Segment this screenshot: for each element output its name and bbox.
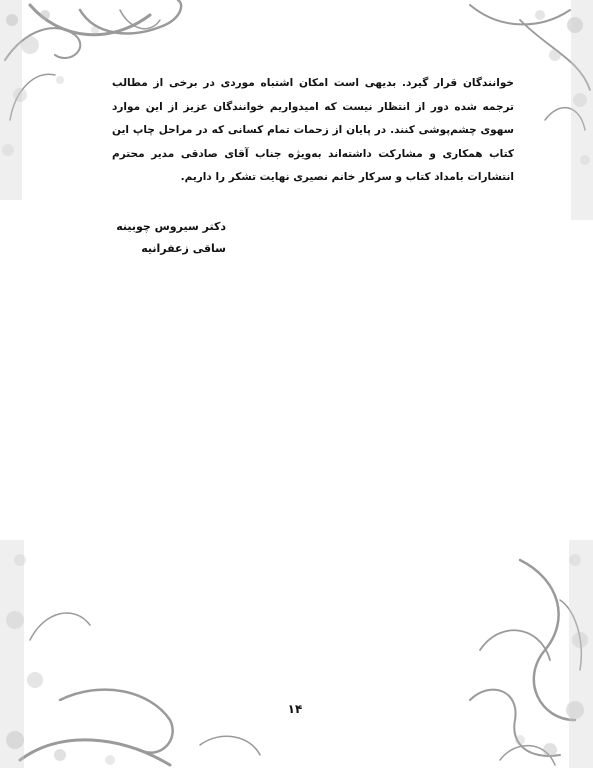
page-number: ۱۴ <box>287 702 303 716</box>
body-paragraph: خوانندگان قرار گیرد. بدیهی است امکان اشتباه موردی در برخی از مطالب ترجمه شده دور از انتظار نیست که امیدواریم خوانندگان عزیز از این موارد سهوی چشم‌پوشی کنند. در پایان از زحمات تمام کسانی که در مراحل چاپ این کتاب همکاری و مشارکت داشته‌اند به‌ویژه جناب آقای صادقی مدیر محترم انتشارات بامداد کتاب و سرکار خانم نصیری نهایت تشکر را داریم. <box>112 77 514 183</box>
signature-author-1: دکتر سیروس چوبینه <box>116 220 226 233</box>
signature-author-2: ساقی زعفرانیه <box>141 242 226 255</box>
signatures-block <box>116 216 226 260</box>
